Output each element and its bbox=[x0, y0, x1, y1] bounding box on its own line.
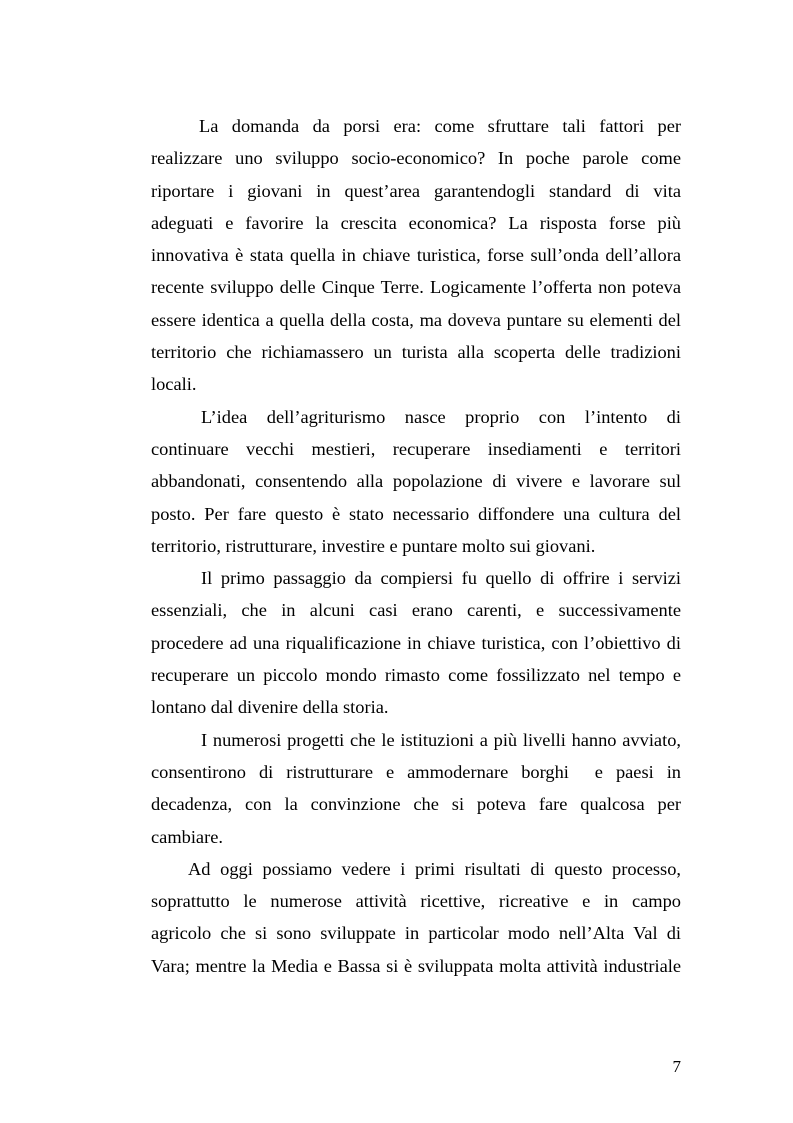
text-line: adeguati e favorire la crescita economica? La risposta forse più bbox=[151, 212, 681, 233]
text-line: posto. Per fare questo è stato necessario diffondere una cultura del bbox=[151, 503, 681, 524]
paragraph-2 bbox=[151, 401, 681, 562]
text-line: innovativa è stata quella in chiave turistica, forse sull’onda dell’allora bbox=[151, 245, 681, 266]
text-line: agricolo che si sono sviluppate in particolar modo nell’Alta Val di bbox=[151, 923, 681, 944]
text-line: consentirono di ristrutturare e ammodernare borghi e paesi in bbox=[151, 761, 681, 782]
text-line: Il primo passaggio da compiersi fu quello di offrire i servizi bbox=[201, 568, 681, 589]
page-number: 7 bbox=[672, 1057, 681, 1076]
text-line: decadenza, con la convinzione che si poteva fare qualcosa per bbox=[151, 794, 681, 815]
text-line: riportare i giovani in quest’area garantendogli standard di vita bbox=[151, 180, 681, 201]
text-line: abbandonati, consentendo alla popolazione di vivere e lavorare sul bbox=[151, 471, 681, 492]
text-line: La domanda da porsi era: come sfruttare tali fattori per bbox=[199, 116, 681, 136]
text-line: territorio, ristrutturare, investire e puntare molto sui giovani. bbox=[151, 535, 596, 556]
text-line: L’idea dell’agriturismo nasce proprio con l’intento di bbox=[201, 406, 681, 427]
text-line: procedere ad una riqualificazione in chiave turistica, con l’obiettivo di bbox=[151, 632, 681, 653]
text-line: continuare vecchi mestieri, recuperare insediamenti e territori bbox=[151, 438, 681, 459]
text-line: Ad oggi possiamo vedere i primi risultati di questo processo, bbox=[188, 858, 681, 879]
text-line: essere identica a quella della costa, ma doveva puntare su elementi del bbox=[151, 309, 681, 330]
text-line: lontano dal divenire della storia. bbox=[151, 697, 389, 718]
paragraph-1 bbox=[151, 110, 681, 401]
text-line: Vara; mentre la Media e Bassa si è sviluppata molta attività industriale bbox=[151, 955, 681, 976]
paragraph-4 bbox=[151, 724, 681, 853]
text-line: recuperare un piccolo mondo rimasto come fossilizzato nel tempo e bbox=[151, 665, 681, 686]
paragraph-3 bbox=[151, 562, 681, 723]
text-line: I numerosi progetti che le istituzioni a più livelli hanno avviato, bbox=[201, 729, 681, 750]
text-line: cambiare. bbox=[151, 826, 223, 847]
body-text bbox=[151, 110, 681, 982]
text-line: essenziali, che in alcuni casi erano carenti, e successivamente bbox=[151, 600, 681, 621]
text-line: realizzare uno sviluppo socio-economico? In poche parole come bbox=[151, 148, 681, 169]
text-line: locali. bbox=[151, 374, 197, 395]
text-line: soprattutto le numerose attività ricettive, ricreative e in campo bbox=[151, 891, 681, 912]
text-line: recente sviluppo delle Cinque Terre. Logicamente l’offerta non poteva bbox=[151, 277, 681, 298]
paragraph-5 bbox=[151, 853, 681, 982]
text-line: territorio che richiamassero un turista alla scoperta delle tradizioni bbox=[151, 342, 681, 363]
